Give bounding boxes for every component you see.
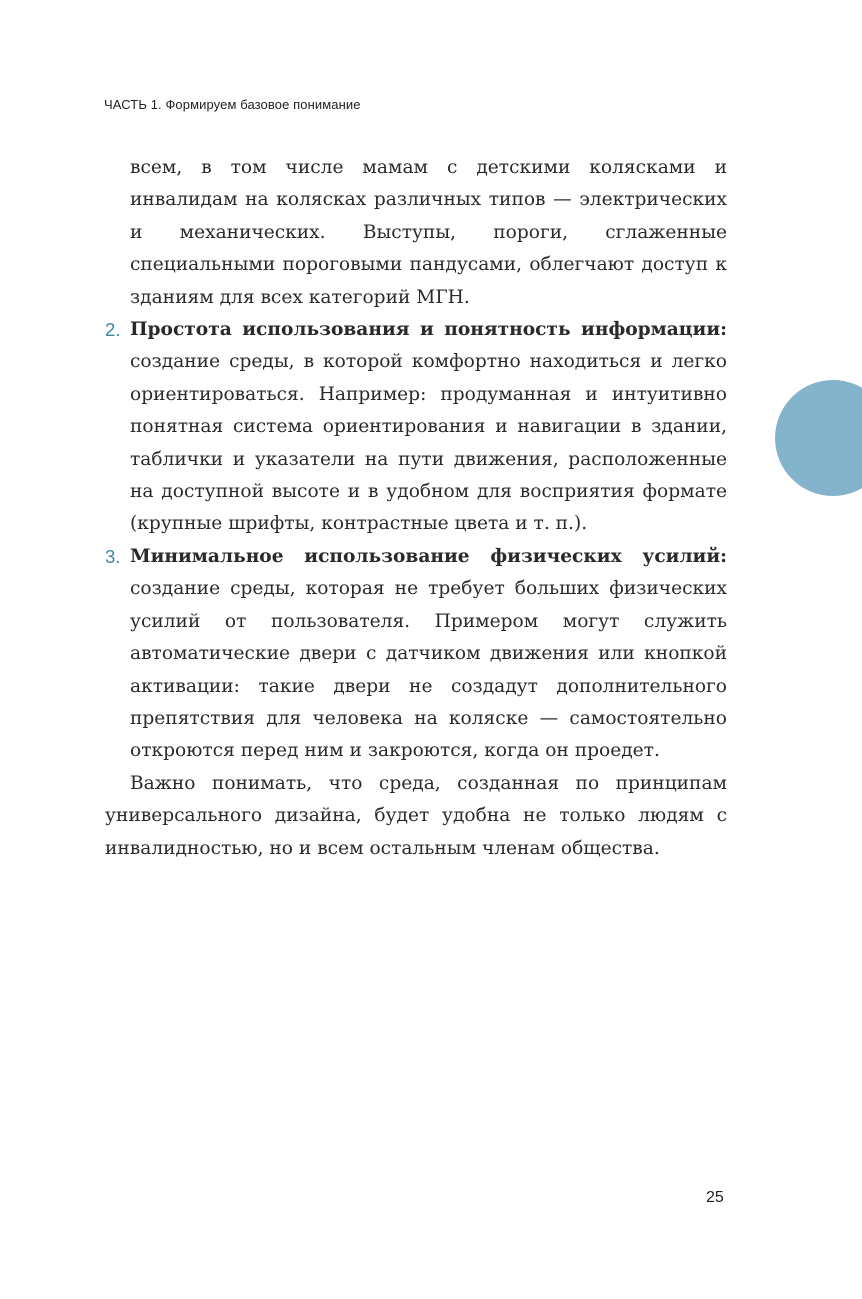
continuation-paragraph: всем, в том числе мамам с детскими колясками и инвалидам на колясках различных типов — электрических и механических. Выступы, пороги, сглаженные специальными пороговыми пандусами, облегчают доступ к зданиям для всех категорий МГН. xyxy=(130,157,727,308)
list-item-text: создание среды, в которой комфортно находиться и легко ориентироваться. Например: продуманная и интуитивно понятная система ориентирования и навигации в здании, таблички и указатели на пути движения, расположенные на доступной высоте и в удобном для восприятия формате (крупные шрифты, контрастные цвета и т. п.). xyxy=(130,351,727,535)
list-number: 3. xyxy=(105,545,121,567)
closing-paragraph: Важно понимать, что среда, созданная по принципам универсального дизайна, будет удобна не только людям с инвалидностью, но и всем остальным членам общества. xyxy=(105,772,727,859)
list-item xyxy=(105,314,727,541)
running-head: ЧАСТЬ 1. Формируем базовое понимание xyxy=(104,97,361,112)
list-item xyxy=(105,541,727,768)
body-text xyxy=(105,152,727,865)
list-item-lead: Минимальное использование физических усилий: xyxy=(130,545,727,567)
chapter-side-tab xyxy=(775,380,862,496)
list-item-text: создание среды, которая не требует больших физических усилий от пользователя. Примером могут служить автоматические двери с датчиком движения или кнопкой активации: такие двери не создадут дополнительного препятствия для человека на коляске — самостоятельно откроются перед ним и закроются, когда он проедет. xyxy=(130,578,727,762)
list-number: 2. xyxy=(105,319,121,341)
page-number: 25 xyxy=(706,1189,724,1206)
list-item-lead: Простота использования и понятность информации: xyxy=(130,319,727,341)
